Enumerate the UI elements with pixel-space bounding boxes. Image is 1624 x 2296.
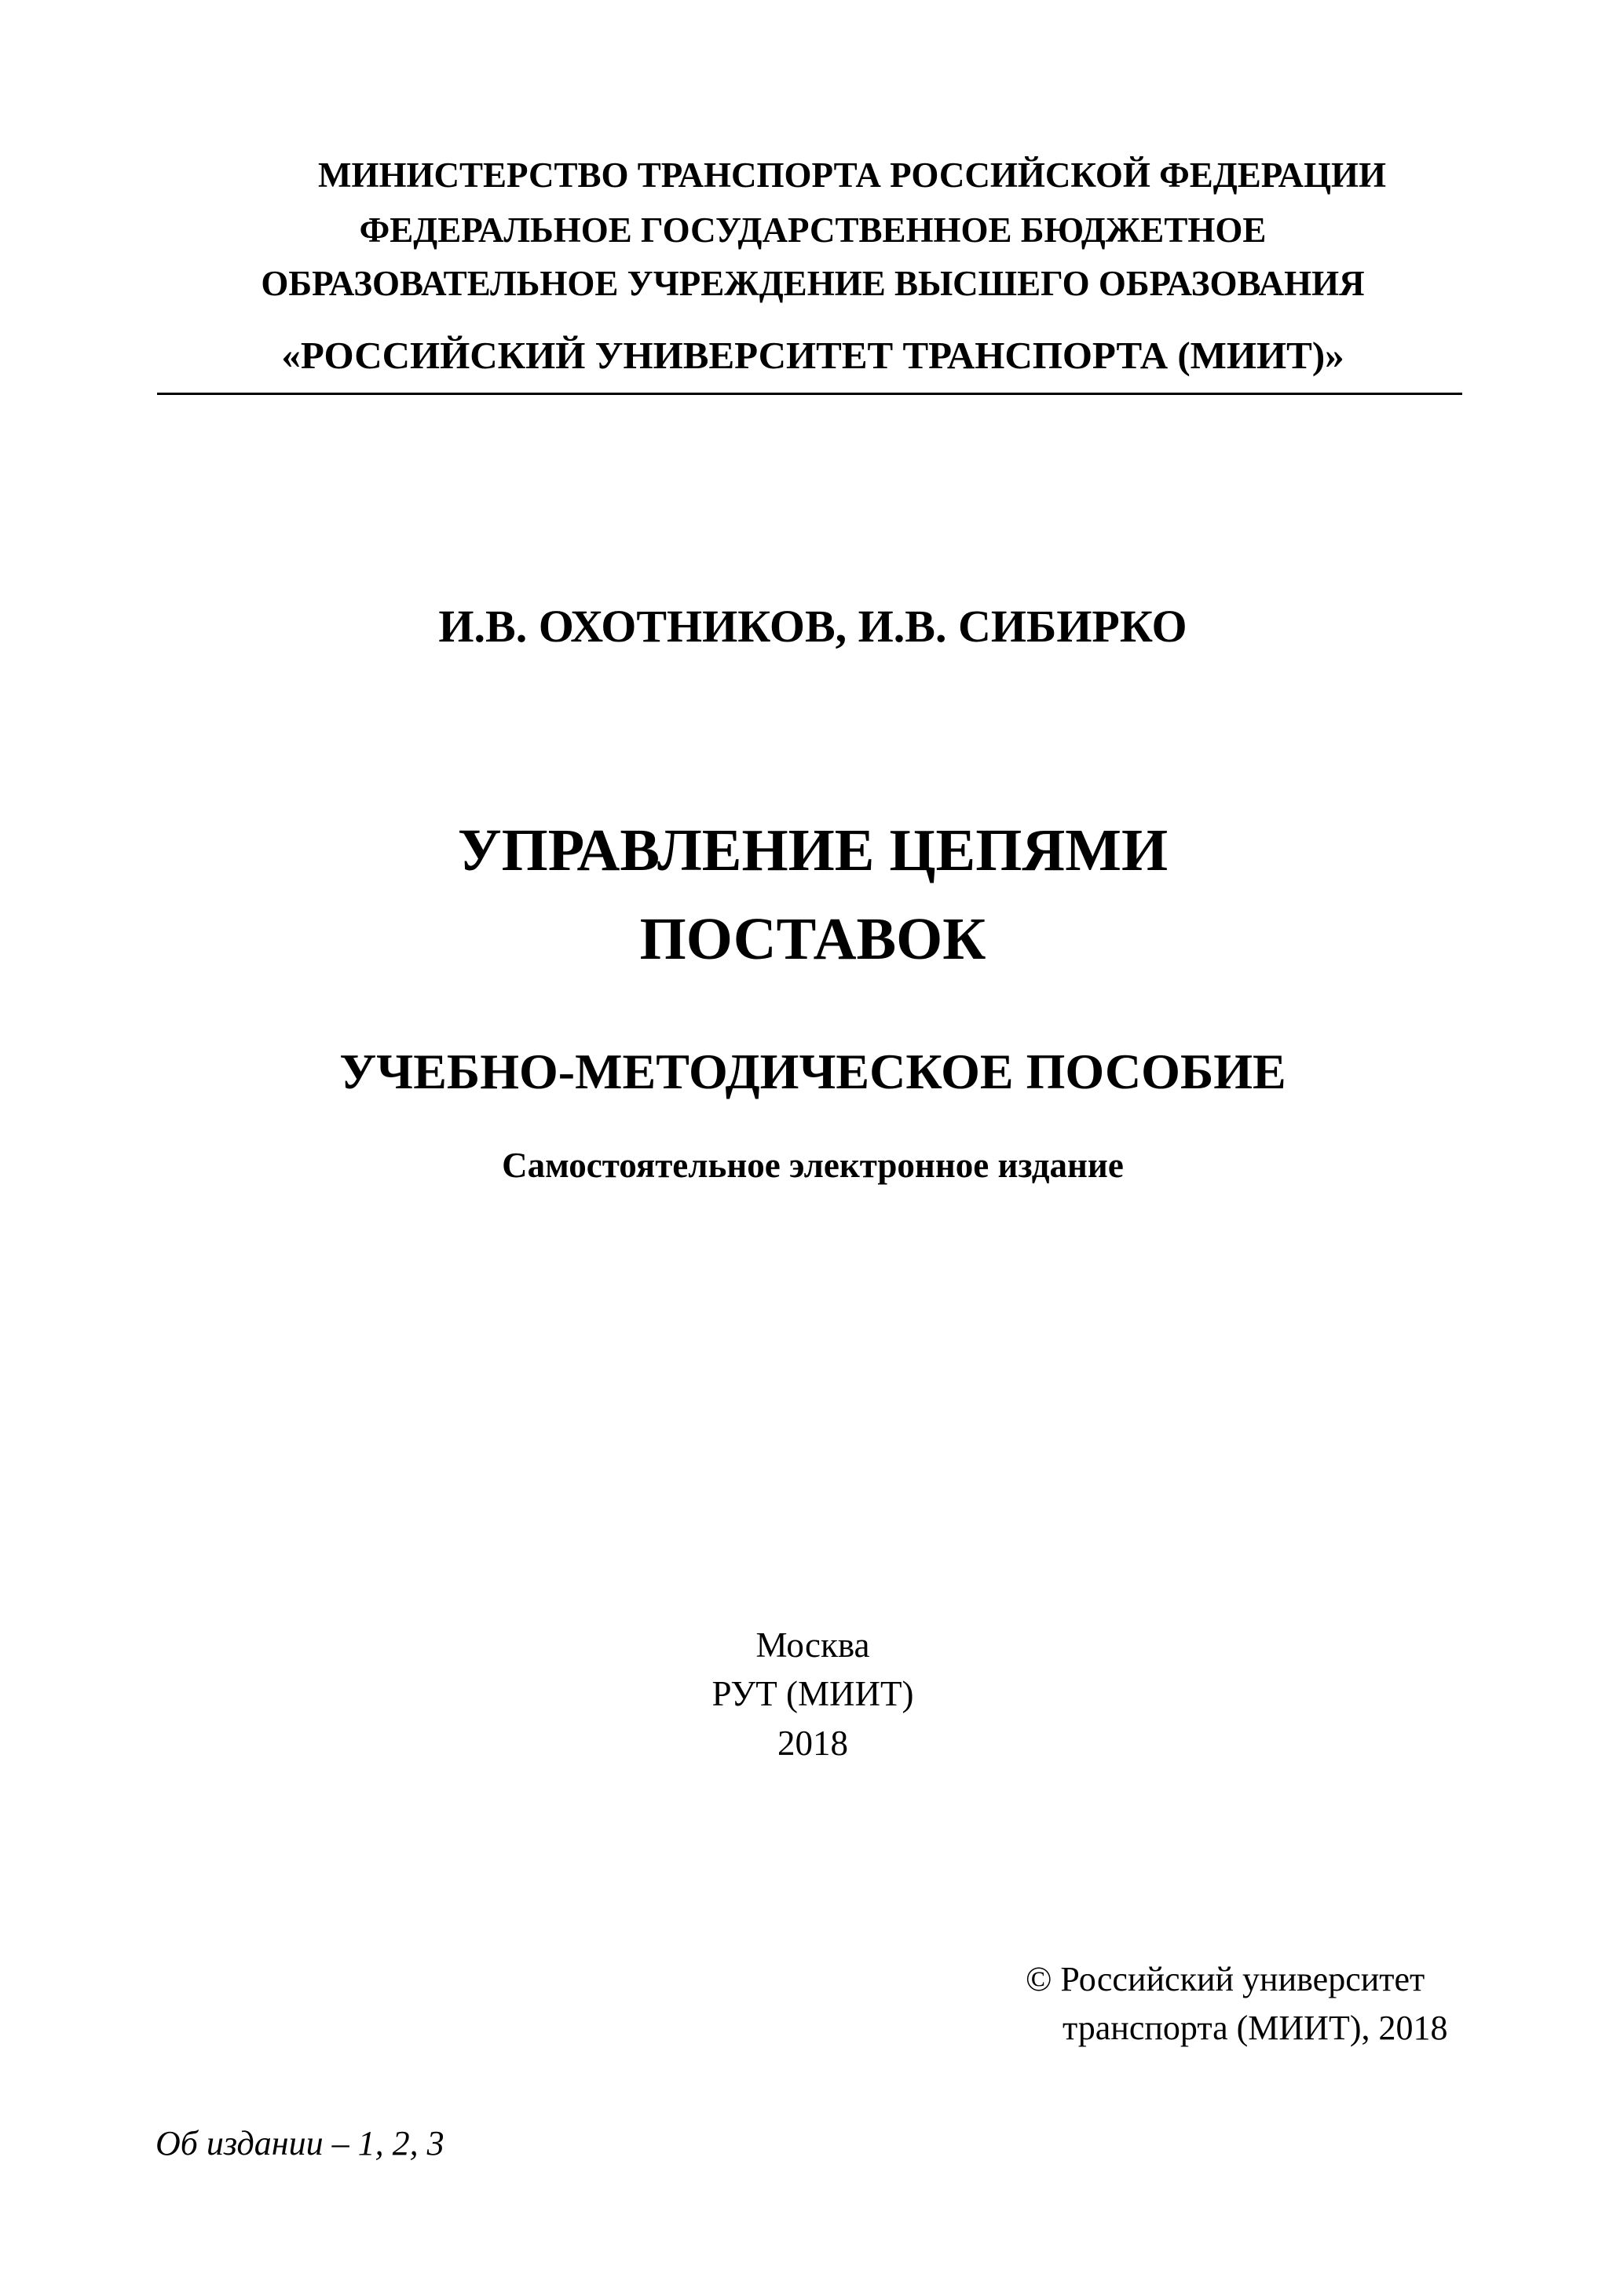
copyright-line-2: транспорта (МИИТ), 2018 — [1063, 2009, 1448, 2047]
book-title-line-2: ПОСТАВОК — [639, 906, 986, 972]
institution-level-line: ОБРАЗОВАТЕЛЬНОЕ УЧРЕЖДЕНИЕ ВЫСШЕГО ОБРАЗОВАНИЯ — [261, 264, 1365, 303]
header-divider — [157, 393, 1462, 395]
imprint-publisher: РУТ (МИИТ) — [711, 1674, 914, 1713]
imprint-year: 2018 — [777, 1724, 848, 1763]
authors: И.В. ОХОТНИКОВ, И.В. СИБИРКО — [438, 601, 1187, 652]
university-name-line: «РОССИЙСКИЙ УНИВЕРСИТЕТ ТРАНСПОРТА (МИИТ)» — [281, 334, 1344, 377]
copyright-line-1: © Российский университет — [1026, 1960, 1425, 1998]
about-edition-link[interactable]: Об издании – 1, 2, 3 — [155, 2124, 444, 2163]
ministry-line: МИНИСТЕРСТВО ТРАНСПОРТА РОССИЙСКОЙ ФЕДЕРАЦИИ — [317, 155, 1387, 195]
imprint-city: Москва — [755, 1625, 870, 1665]
book-title-line-1: УПРАВЛЕНИЕ ЦЕПЯМИ — [457, 817, 1169, 883]
book-subtitle: УЧЕБНО-МЕТОДИЧЕСКОЕ ПОСОБИЕ — [339, 1044, 1286, 1099]
edition-note: Самостоятельное электронное издание — [502, 1146, 1124, 1185]
institution-type-line: ФЕДЕРАЛЬНОЕ ГОСУДАРСТВЕННОЕ БЮДЖЕТНОЕ — [359, 210, 1267, 250]
copyright-notice — [1026, 1955, 1448, 2053]
